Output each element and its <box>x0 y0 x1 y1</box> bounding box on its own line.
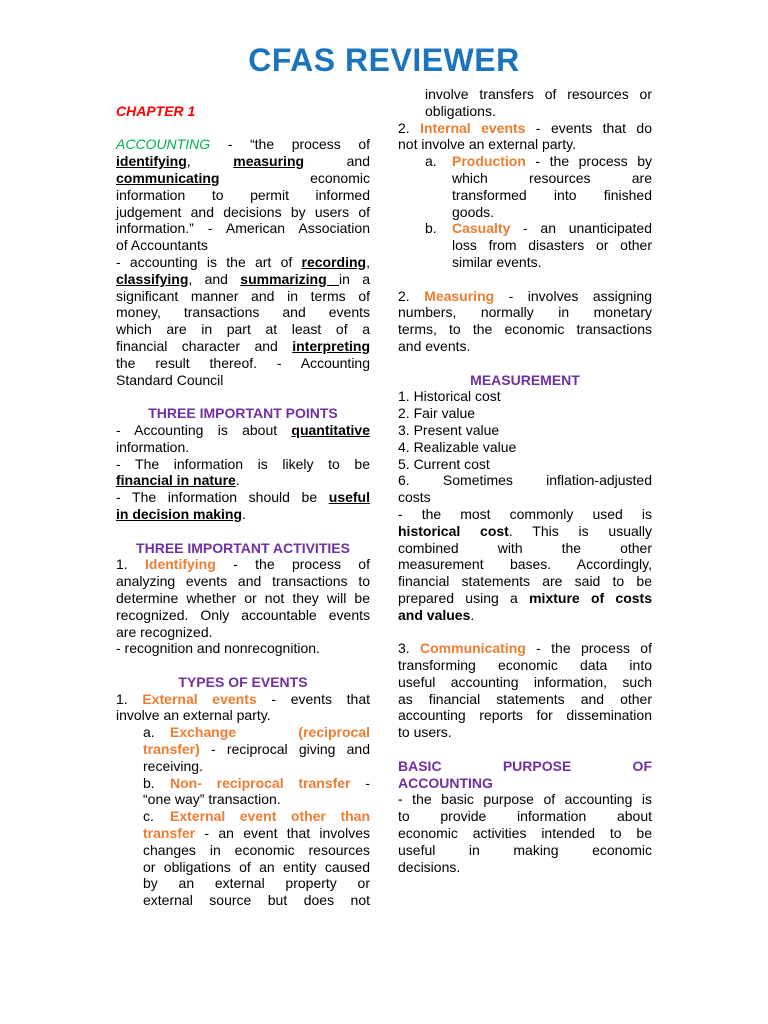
list-item: 2. Fair value <box>398 405 476 422</box>
list-item-casualty: b. Casualty - an unanticipated loss from disasters or other similar events. <box>425 220 652 270</box>
left-column: CHAPTER 1 ACCOUNTING - “the process of identifying, measuring and communicating economic information to permit informed judgement and decisions by users of information.” - American Association of Accountants - accounting is the art of recording, classifying, and summarizing in a significant manner and in terms of money, transactions and events which are in part at least of a financial character and interpreting the result thereof. - Accounting Standard Council THREE IMPORTANT POINTS - Accounting is about quantitative information. - The information is likely to be financial in nature. - The information should be useful in decision making. THREE IMPORTANT ACTIVITIES 1. Identifying - the process of analyzing events and transactions to determine whether or not they will be recognized. Only accountable events are recognized. - recognition and nonrecognition. TYPES OF EVENTS 1. External events - events that involve an external party. a. Exchange (reciprocal transfer) - reciprocal giving and receiving. b. Non- reciprocal transfer - “one way” transaction. c. External event other than transfer - an event that involves changes in economic resources or obligations of an entity caused by an external property or external source but does not <box>116 102 370 909</box>
list-item-production: a. Production - the process by which resources are transformed into finished goods. <box>425 153 652 220</box>
list-item: 6. Sometimes inflation-adjusted <box>398 472 652 489</box>
section-heading-events: TYPES OF EVENTS <box>178 673 308 690</box>
section-heading-activities: THREE IMPORTANT ACTIVITIES <box>136 539 350 556</box>
right-column: involve transfers of resources or obligations. 2. Internal events - events that do not involve an external party. a. Production - the process by which resources are transformed into finished goods. b. Casualty - an unanticipated loss from disasters or other similar events. 2. Measuring - involves assigning numbers, normally in monetary terms, to the economic transactions and events. MEASUREMENT 1. Historical cost 2. Fair value 3. Present value 4. Realizable value 5. Current cost 6. Sometimes inflation-adjusted costs - the most commonly used is historical cost. This is usually combined with the other measurement bases. Accordingly, financial statements are said to be prepared using a mixture of costs and values. 3. Communicating - the process of transforming economic data into useful accounting information, such as financial statements and other accounting reports for dissemination to users. BASIC PURPOSE OF ACCOUNTING - the basic purpose of accounting is to provide information about economic activities intended to be useful in making economic decisions. <box>398 86 653 875</box>
page-title: CFAS REVIEWER <box>248 42 520 78</box>
list-item: 1. Historical cost <box>398 388 501 405</box>
section-heading-purpose: BASIC PURPOSE OF <box>398 757 652 774</box>
accounting-term: ACCOUNTING <box>116 136 211 153</box>
list-item: 3. Present value <box>398 421 500 438</box>
measurement-list: 1. Historical cost 2. Fair value 3. Present value 4. Realizable value 5. Current cost 6. Sometimes inflation-adjusted costs <box>398 388 652 506</box>
list-item-external-other: c. External event other than transfer - an event that involves changes in economic resources or obligations of an entity caused by an external property or external source but does not <box>143 808 370 909</box>
section-heading-measurement: MEASUREMENT <box>470 371 580 388</box>
list-item-exchange: a. Exchange (reciprocal transfer) - reciprocal giving and receiving. <box>143 724 370 774</box>
chapter-heading: CHAPTER 1 <box>116 102 196 119</box>
accounting-definition-2: - accounting is the art of recording, classifying, and summarizing in a significant manner and in terms of money, transactions and events which are in part at least of a financial character and interpreting the result thereof. - Accounting Standard Council <box>116 253 370 388</box>
list-item: 4. Realizable value <box>398 438 517 455</box>
list-item: 5. Current cost <box>398 455 490 472</box>
accounting-definition: ACCOUNTING - “the process of identifying, measuring and communicating economic information to permit informed judgement and decisions by users of information.” - American Association of Accountants <box>116 136 370 254</box>
section-heading-points: THREE IMPORTANT POINTS <box>148 405 338 422</box>
list-item-nonreciprocal: b. Non- reciprocal transfer - “one way” transaction. <box>143 774 370 808</box>
